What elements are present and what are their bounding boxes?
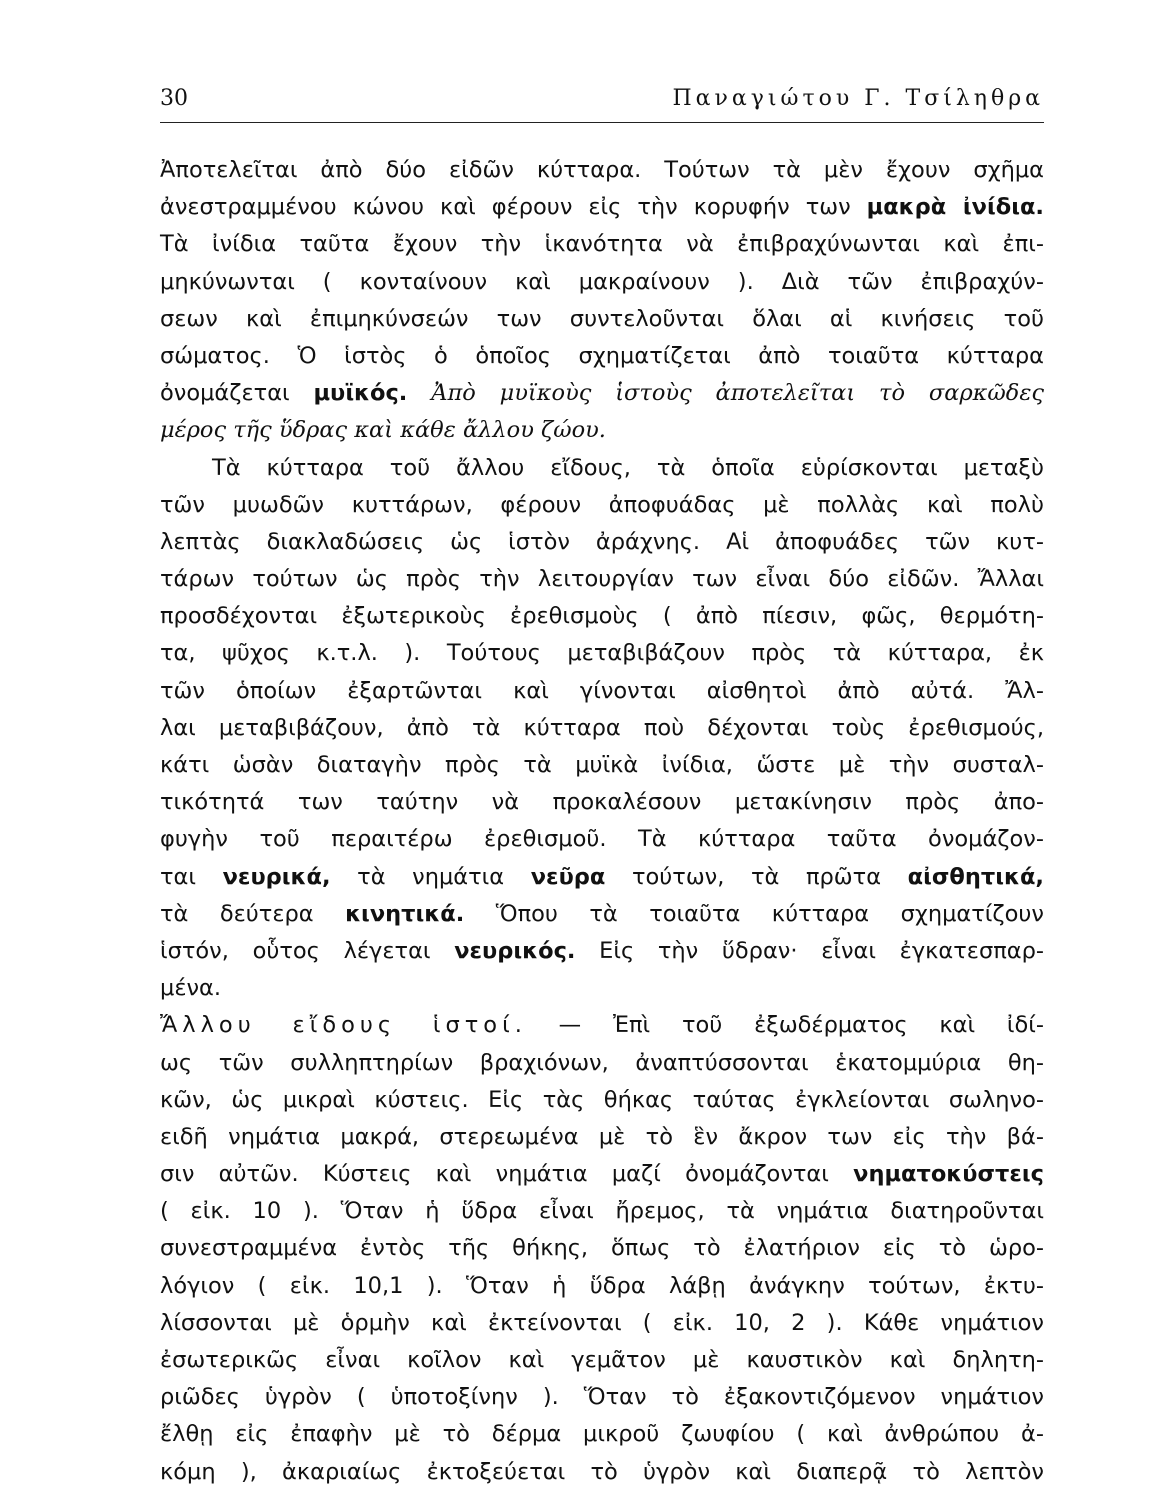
bold-term: κινητικά. — [345, 900, 465, 927]
text-line — [160, 821, 1044, 858]
text-segment: ται — [160, 863, 223, 890]
text-segment: φυγὴν τοῦ περαιτέρω ἐρεθισμοῦ. Τὰ κύτταρα ταῦτα ὀνομάζον- — [160, 826, 1044, 853]
text-segment: Ἀποτελεῖται ἀπὸ δύο εἰδῶν κύτταρα. Τούτων τὰ μὲν ἔχουν σχῆμα — [160, 157, 1044, 183]
bold-term: νηματοκύστεις — [853, 1161, 1044, 1188]
text-segment: συνεστραμμένα ἐντὸς τῆς θήκης, ὅπως τὸ ἐλατήριον εἰς τὸ ὡρο- — [160, 1235, 1044, 1262]
text-segment: σώματος. Ὁ ἱστὸς ὁ ὁποῖος σχηματίζεται ἀπὸ τοιαῦτα κύτταρα — [160, 342, 1044, 369]
text-segment: ὀνομάζεται — [160, 380, 314, 407]
text-segment: λεπτὰς διακλαδώσεις ὡς ἱστὸν ἀράχνης. Αἱ ἀποφυάδες τῶν κυτ- — [160, 528, 1044, 555]
text-line — [160, 561, 1044, 598]
text-segment: ἐσωτερικῶς εἶναι κοῖλον καὶ γεμᾶτον μὲ καυστικὸν καὶ δηλητη- — [160, 1347, 1044, 1373]
bold-term: νευρικός. — [454, 937, 576, 964]
text-segment: τὰ νημάτια — [330, 863, 531, 890]
text-segment: ειδῆ νημάτια μακρά, στερεωμένα μὲ τὸ ἓν ἄκρον των εἰς τὴν βά- — [160, 1123, 1044, 1150]
text-line — [160, 189, 1044, 226]
text-segment: λόγιον ( εἰκ. 10,1 ). Ὅταν ἡ ὕδρα λάβῃ ἀνάγκην τούτων, ἐκτυ- — [160, 1272, 1044, 1299]
text-segment: τῶν ὁποίων ἐξαρτῶνται καὶ γίνονται αἰσθητοὶ ἀπὸ αὐτά. Ἄλ- — [160, 677, 1044, 704]
text-segment: λίσσονται μὲ ὁρμὴν καὶ ἐκτείνονται ( εἰκ. 10, 2 ). Κάθε νημάτιον — [160, 1309, 1044, 1336]
text-line — [160, 1230, 1044, 1267]
text-segment: ριῶδες ὑγρὸν ( ὑποτοξίνην ). Ὅταν τὸ ἐξακοντιζόμενον νημάτιον — [160, 1384, 1044, 1411]
text-line — [160, 375, 1044, 412]
header-rule — [160, 122, 1044, 123]
text-line — [160, 1082, 1044, 1119]
page-header — [160, 86, 1044, 122]
bold-term: νεῦρα — [530, 863, 606, 890]
text-line — [160, 1119, 1044, 1156]
text-line — [160, 859, 1044, 896]
text-segment: σιν αὐτῶν. Κύστεις καὶ νημάτια μαζί ὀνομάζονται — [160, 1161, 854, 1188]
text-line — [160, 1454, 1044, 1491]
bold-term: νευρικά, — [222, 863, 331, 890]
text-segment: Ὅπου τὰ τοιαῦτα κύτταρα σχηματίζουν — [464, 900, 1044, 927]
text-line — [160, 970, 1044, 1007]
text-line — [160, 673, 1044, 710]
text-line — [160, 524, 1044, 561]
text-line — [160, 226, 1044, 263]
text-line — [160, 1342, 1044, 1379]
text-segment: τάρων τούτων ὡς πρὸς τὴν λειτουργίαν των εἶναι δύο εἰδῶν. Ἄλλαι — [160, 566, 1044, 593]
text-segment: ἀνεστραμμένου κώνου καὶ φέρουν εἰς τὴν κορυφήν των — [160, 194, 867, 221]
text-line — [160, 301, 1044, 338]
text-line — [160, 1007, 1044, 1044]
text-line — [160, 338, 1044, 375]
text-segment: τα, ψῦχος κ.τ.λ. ). Τούτους μεταβιβάζουν πρὸς τὰ κύτταρα, ἐκ — [160, 640, 1044, 667]
text-line — [160, 450, 1044, 487]
text-segment: μηκύνωνται ( κονταίνουν καὶ μακραίνουν ). Διὰ τῶν ἐπιβραχύν- — [160, 268, 1044, 295]
text-segment: Τὰ κύτταρα τοῦ ἄλλου εἴδους, τὰ ὁποῖα εὑρίσκονται μεταξὺ — [212, 454, 1044, 481]
italic-text: Ἀπὸ μυϊκοὺς ἱστοὺς ἀποτελεῖται τὸ σαρκῶδες — [407, 380, 1044, 407]
bold-term: αἰσθητικά, — [907, 863, 1044, 890]
text-segment: κῶν, ὡς μικραὶ κύστεις. Εἰς τὰς θήκας ταύτας ἐγκλείονται σωληνο- — [160, 1086, 1044, 1113]
text-segment: ως τῶν συλληπτηρίων βραχιόνων, ἀναπτύσσονται ἑκατομμύρια θη- — [160, 1049, 1044, 1076]
text-line — [160, 487, 1044, 524]
text-line — [160, 152, 1044, 189]
text-segment: τὰ δεύτερα — [160, 900, 346, 927]
text-line — [160, 1156, 1044, 1193]
text-segment: Τὰ ἰνίδια ταῦτα ἔχουν τὴν ἱκανότητα νὰ ἐπιβραχύνωνται καὶ ἐπι- — [160, 231, 1044, 258]
text-segment: ( εἰκ. 10 ). Ὅταν ἡ ὕδρα εἶναι ἤρεμος, τὰ νημάτια διατηροῦνται — [160, 1198, 1044, 1225]
text-line — [160, 1193, 1044, 1230]
text-segment: κάτι ὡσὰν διαταγὴν πρὸς τὰ μυϊκὰ ἰνίδια, ὥστε μὲ τὴν συσταλ- — [160, 752, 1044, 778]
text-segment: μένα. — [160, 975, 222, 1002]
running-head: Παναγιώτου Γ. Τσίληθρα — [672, 86, 1044, 111]
spaced-heading: Ἄλλου εἴδους ἱστοί. — [160, 1012, 527, 1039]
text-segment: τούτων, τὰ πρῶτα — [605, 863, 908, 890]
text-segment: προσδέχονται ἐξωτερικοὺς ἐρεθισμοὺς ( ἀπὸ πίεσιν, φῶς, θερμότη- — [160, 603, 1044, 630]
text-segment: — Ἐπὶ τοῦ ἐξωδέρματος καὶ ἰδί- — [526, 1012, 1044, 1039]
text-segment: ἔλθῃ εἰς ἐπαφὴν μὲ τὸ δέρμα μικροῦ ζωυφίου ( καὶ ἀνθρώπου ἀ- — [160, 1421, 1044, 1448]
italic-text: μέρος τῆς ὕδρας καὶ κάθε ἄλλου ζώου. — [160, 417, 606, 444]
text-line — [160, 598, 1044, 635]
page-number: 30 — [160, 86, 188, 111]
text-line — [160, 264, 1044, 301]
text-line — [160, 1416, 1044, 1453]
text-line — [160, 896, 1044, 933]
text-line — [160, 710, 1044, 747]
text-line — [160, 635, 1044, 672]
text-line — [160, 1045, 1044, 1082]
text-line — [160, 412, 1044, 449]
text-line — [160, 1305, 1044, 1342]
text-line — [160, 1379, 1044, 1416]
body-text — [160, 152, 1044, 1491]
text-segment: ἱστόν, οὗτος λέγεται — [160, 937, 455, 964]
text-segment: τῶν μυωδῶν κυττάρων, φέρουν ἀποφυάδας μὲ πολλὰς καὶ πολὺ — [160, 491, 1044, 518]
text-segment: Εἰς τὴν ὕδραν· εἶναι ἐγκατεσπαρ- — [575, 937, 1044, 964]
text-segment: κόμη ), ἀκαριαίως ἐκτοξεύεται τὸ ὑγρὸν καὶ διαπερᾷ τὸ λεπτὸν — [160, 1458, 1044, 1485]
text-line — [160, 784, 1044, 821]
text-line — [160, 747, 1044, 784]
text-line — [160, 933, 1044, 970]
bold-term: μυϊκός. — [313, 380, 408, 407]
text-line — [160, 1268, 1044, 1305]
text-segment: σεων καὶ ἐπιμηκύνσεών των συντελοῦνται ὅλαι αἱ κινήσεις τοῦ — [160, 305, 1044, 332]
bold-term: μακρὰ ἰνίδια. — [866, 194, 1044, 221]
text-segment: λαι μεταβιβάζουν, ἀπὸ τὰ κύτταρα ποὺ δέχονται τοὺς ἐρεθισμούς, — [160, 714, 1044, 741]
text-segment: τικότητά των ταύτην νὰ προκαλέσουν μετακίνησιν πρὸς ἀπο- — [160, 789, 1044, 816]
